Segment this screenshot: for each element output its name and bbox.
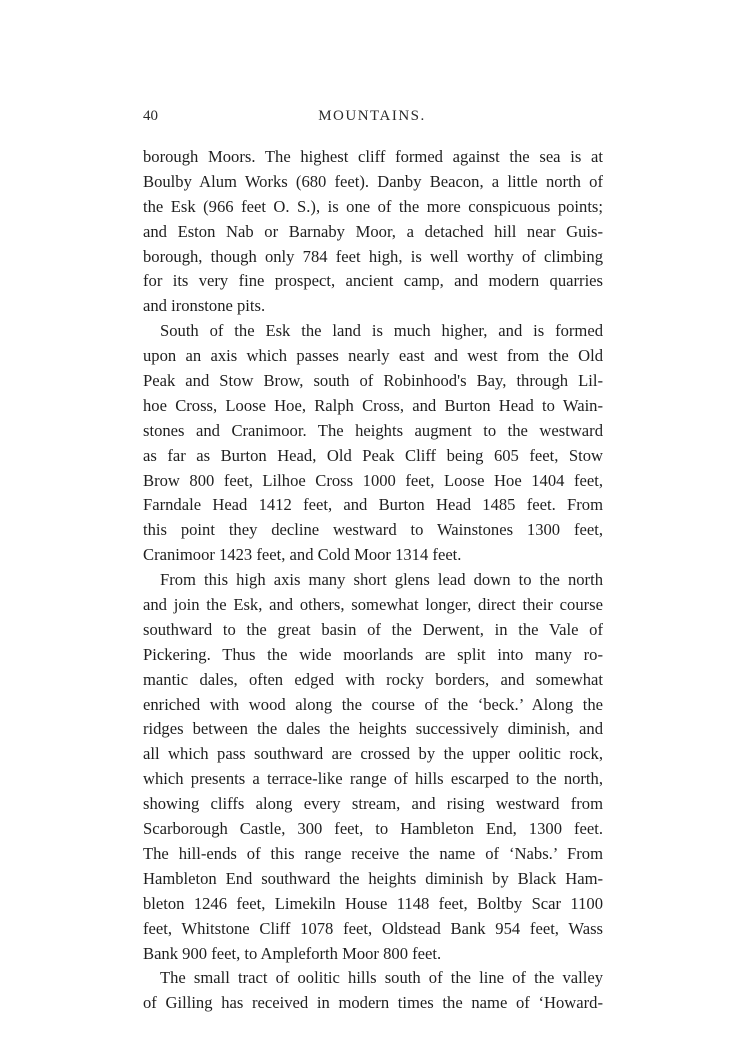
text-line: mantic dales, often edged with rocky borders, and somewhat — [143, 669, 603, 689]
text-line: Hambleton End southward the heights diminish by Black Ham- — [143, 868, 603, 888]
text-line: the Esk (966 feet O. S.), is one of the more conspicuous points; — [143, 196, 603, 216]
page-number: 40 — [143, 108, 158, 124]
text-line: The hill-ends of this range receive the name of ‘Nabs.’ From — [143, 843, 603, 863]
text-line: borough Moors. The highest cliff formed against the sea is at — [143, 147, 603, 166]
text-line: upon an axis which passes nearly east and west from the Old — [143, 346, 603, 366]
text-line: showing cliffs along every stream, and rising westward from — [143, 794, 603, 814]
text-line: all which pass southward are crossed by the upper oolitic rock, — [143, 744, 603, 764]
text-line: Boulby Alum Works (680 feet). Danby Beacon, a little north of — [143, 171, 603, 191]
body-text — [143, 145, 603, 1016]
text-line: Peak and Stow Brow, south of Robinhood's Bay, through Lil- — [143, 371, 603, 391]
text-line: for its very fine prospect, ancient camp, and modern quarries — [143, 271, 603, 291]
text-line: which presents a terrace-like range of hills escarped to the north, — [143, 769, 603, 789]
text-line: stones and Cranimoor. The heights augment to the westward — [143, 420, 603, 440]
text-line: feet, Whitstone Cliff 1078 feet, Oldstead Bank 954 feet, Wass — [143, 918, 603, 938]
running-head — [143, 108, 601, 132]
text-line: as far as Burton Head, Old Peak Cliff being 605 feet, Stow — [143, 445, 603, 465]
text-line: and Eston Nab or Barnaby Moor, a detached hill near Guis- — [143, 221, 603, 241]
text-line: From this high axis many short glens lead down to the north — [160, 570, 603, 590]
text-line: Cranimoor 1423 feet, and Cold Moor 1314 feet. — [143, 545, 462, 565]
text-line: Pickering. Thus the wide moorlands are split into many ro- — [143, 644, 603, 664]
text-line: of Gilling has received in modern times the name of ‘Howard- — [143, 993, 603, 1013]
text-line: enriched with wood along the course of the ‘beck.’ Along the — [143, 694, 603, 714]
text-line: Scarborough Castle, 300 feet, to Hambleton End, 1300 feet. — [143, 819, 603, 839]
text-line: Bank 900 feet, to Ampleforth Moor 800 feet. — [143, 943, 442, 963]
text-line: this point they decline westward to Wainstones 1300 feet, — [143, 520, 603, 540]
text-line: Farndale Head 1412 feet, and Burton Head 1485 feet. From — [143, 495, 603, 515]
text-line: The small tract of oolitic hills south of the line of the valley — [160, 968, 603, 988]
text-line: southward to the great basin of the Derwent, in the Vale of — [143, 619, 603, 639]
text-line: hoe Cross, Loose Hoe, Ralph Cross, and Burton Head to Wain- — [143, 395, 603, 415]
running-title: MOUNTAINS. — [318, 108, 426, 124]
text-line: South of the Esk the land is much higher, and is formed — [160, 321, 603, 341]
text-line: Brow 800 feet, Lilhoe Cross 1000 feet, Loose Hoe 1404 feet, — [143, 470, 603, 490]
text-line: ridges between the dales the heights successively diminish, and — [143, 719, 603, 739]
text-line: bleton 1246 feet, Limekiln House 1148 feet, Boltby Scar 1100 — [143, 893, 603, 913]
text-line: borough, though only 784 feet high, is well worthy of climbing — [143, 246, 603, 266]
text-line: and ironstone pits. — [143, 296, 266, 316]
text-line: and join the Esk, and others, somewhat longer, direct their course — [143, 595, 603, 615]
